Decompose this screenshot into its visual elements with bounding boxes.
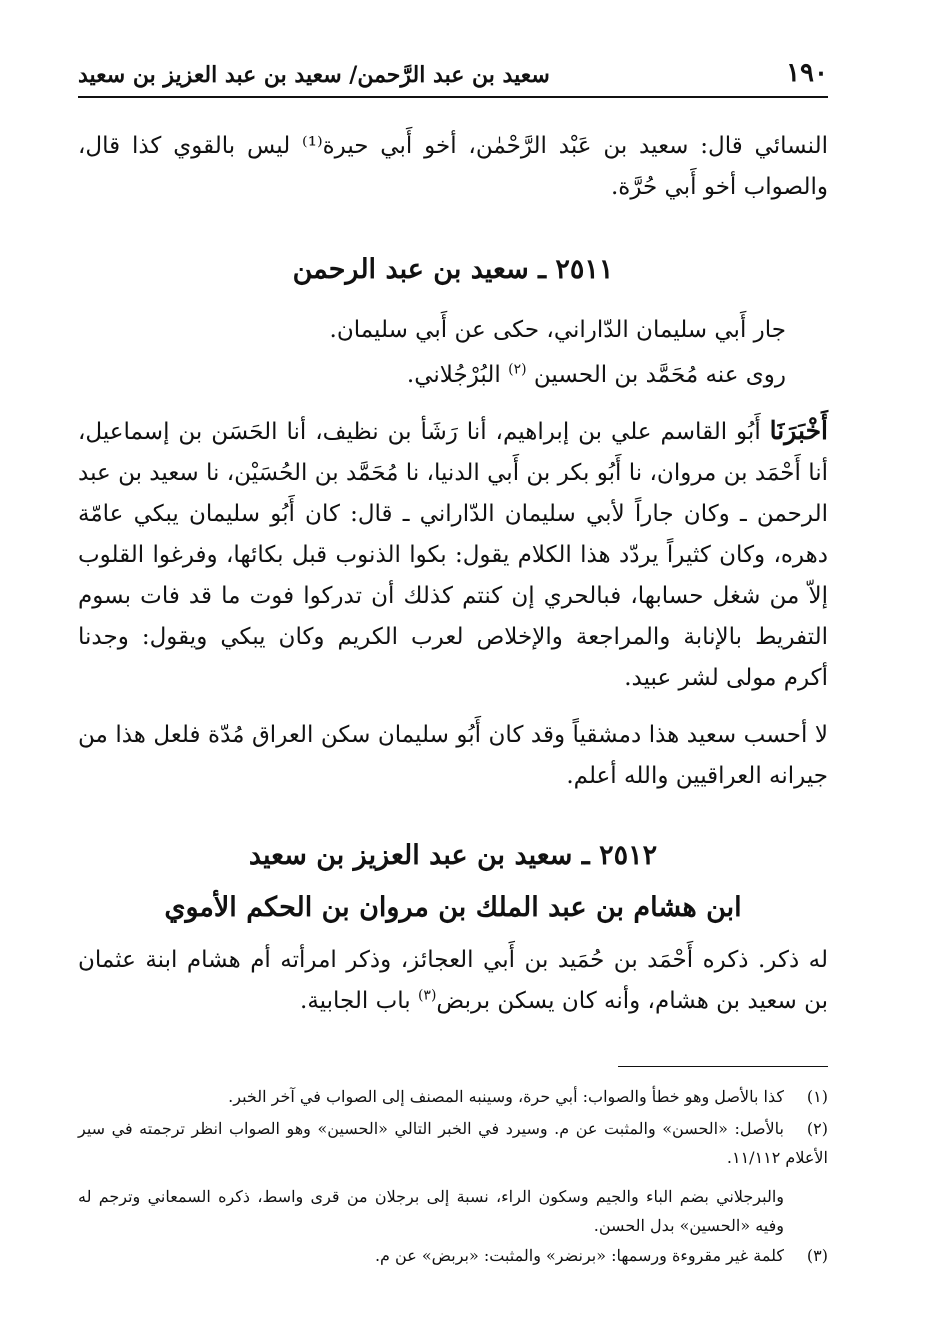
entry-2512-text-after: باب الجابية. bbox=[300, 988, 418, 1014]
footnote-ref-3[interactable]: (٣) bbox=[417, 987, 437, 1004]
entry-2512-subheading: ابن هشام بن عبد الملك بن مروان بن الحكم الأموي bbox=[164, 892, 742, 923]
footnote-rule bbox=[618, 1066, 828, 1067]
page-number: ١٩٠ bbox=[786, 58, 828, 88]
footnote-ref-2[interactable]: (٢) bbox=[508, 361, 527, 378]
entry-2512-heading: ٢٥١٢ ـ سعيد بن عبد العزيز بن سعيد bbox=[248, 840, 658, 871]
entry-2512-text bbox=[78, 940, 828, 1022]
footnote-3 bbox=[78, 1241, 828, 1270]
entry-2511-line2-before: روى عنه مُحَمَّد بن الحسين bbox=[533, 362, 786, 388]
entry-2511-line1-text: جار أَبي سليمان الدّاراني، حكى عن أَبي سليمان. bbox=[329, 317, 786, 343]
footnote-2 bbox=[78, 1114, 828, 1172]
running-header bbox=[78, 58, 828, 92]
intro-paragraph: النسائي قال: سعيد بن عَبْد الرَّحْمٰن، أخو أَبي حيرة⁽¹⁾ ليس بالقوي كذا قال، والصواب أخو أَبي حُرَّة. bbox=[78, 133, 828, 200]
footnote-text: كلمة غير مقروءة ورسمها: «برنضر» والمثبت: «بربض» عن م. bbox=[374, 1246, 784, 1265]
header-rule bbox=[78, 96, 828, 98]
running-title: سعيد بن عبد الرَّحمن/ سعيد بن عبد العزيز بن سعيد bbox=[78, 62, 550, 88]
footnote-2-continued bbox=[78, 1182, 828, 1240]
entry-2511-line2-after: البُرْجُلاني. bbox=[406, 362, 509, 388]
entry-2511-heading: ٢٥١١ ـ سعيد بن عبد الرحمن bbox=[292, 254, 614, 285]
entry-2511-narration bbox=[78, 410, 828, 699]
footnote-number: (٣) bbox=[806, 1246, 828, 1265]
entry-2511-comment: لا أحسب سعيد هذا دمشقياً وقد كان أَبُو سليمان سكن العراق مُدّة فلعل هذا من جيرانه العراقيين والله أعلم. bbox=[78, 722, 828, 789]
footnote-text: والبرجلاني بضم الباء والجيم وسكون الراء، نسبة إلى برجلان من قرى واسط، ذكره السمعاني وترجم له وفيه «الحسين» بدل الحسن. bbox=[78, 1187, 784, 1235]
narration-text: أَبُو القاسم علي بن إبراهيم، أنا رَشَأ بن نظيف، أنا الحَسَن بن إسماعيل، أنا أَحْمَد بن مروان، نا أَبُو بكر بن أَبي الدنيا، نا مُحَمَّد بن الحُسَيْن، نا سعيد بن عبد الرحمن ـ وكان جاراً لأبي سليمان الدّاراني ـ قال: كان أَبُو سليمان يبكي عامّة دهره، وكان كثيراً يردّد هذا الكلام يقول: بكوا الذنوب قبل بكائها، وفرغوا القلوب إلاّ من شغل حسابها، فبالحري إن كنتم كذلك أن تدركوا فوت ما قد فات بسوم التفريط بالإنابة والمراجعة والإخلاص لعرب الكريم وكان يبكي ويقول: وجدنا أكرم مولى لشر عبيد. bbox=[78, 419, 828, 691]
entry-2512-text-before: له ذكر. ذكره أَحْمَد بن حُمَيد بن أَبي العجائز، وذكر امرأته أم هشام ابنة عثمان بن سعيد بن هشام، وأنه كان يسكن بربض bbox=[78, 947, 828, 1014]
entry-2511-line2 bbox=[78, 355, 828, 396]
akhbarana-lead: أَخْبَرَنَا bbox=[769, 416, 828, 445]
footnote-1 bbox=[78, 1082, 828, 1111]
footnote-number: (١) bbox=[806, 1087, 828, 1106]
entry-2511-line2-wrap bbox=[407, 355, 828, 396]
footnote-text: كذا بالأصل وهو خطأ والصواب: أبي حرة، وسينبه المصنف إلى الصواب في آخر الخبر. bbox=[228, 1087, 784, 1106]
footnote-text: بالأصل: «الحسن» والمثبت عن م. وسيرد في الخبر التالي «الحسين» وهو الصواب انظر ترجمته في سير الأعلام ١١/١١٢. bbox=[78, 1119, 828, 1167]
footnote-number: (٢) bbox=[806, 1119, 828, 1138]
entry-2511-line1 bbox=[78, 310, 828, 351]
